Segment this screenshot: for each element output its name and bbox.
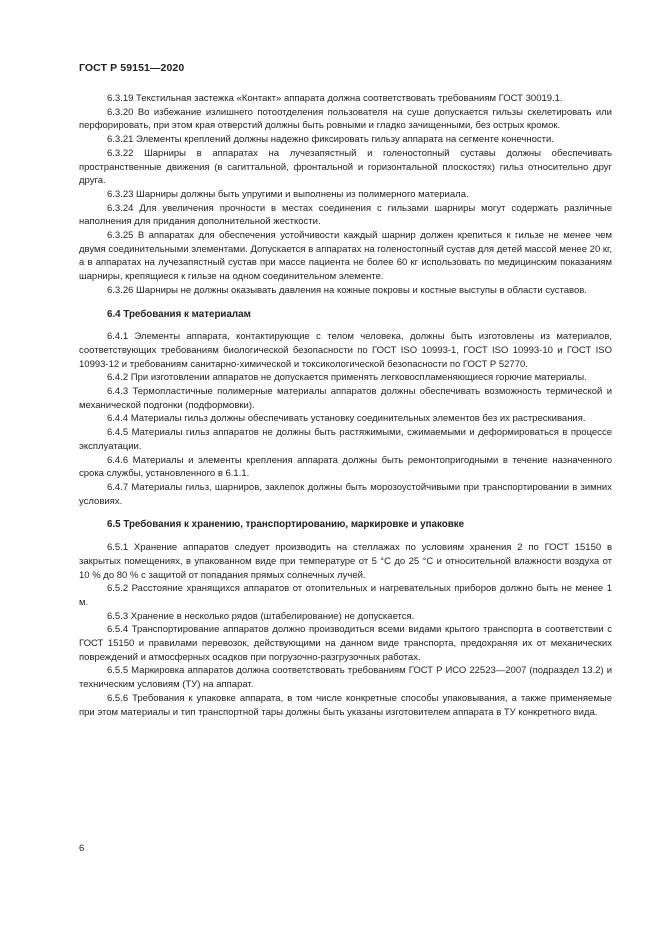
paragraph-6-5-3: 6.5.3 Хранение в несколько рядов (штабелирование) не допускается. (107, 610, 415, 622)
paragraph-6-3-22: 6.3.22 Шарниры в аппаратах на лучезапястный и голеностопный суставы должны обеспечивать пространственные движения (в сагиттальной, фронтальной и горизонтальной плоскостях) гильз относительно друг друга. (79, 147, 612, 187)
page-number: 6 (79, 843, 85, 854)
paragraph-6-4-3: 6.4.3 Термопластичные полимерные материалы аппаратов должны обеспечивать возможность термической и механической подгонки (подформовки). (79, 386, 612, 411)
paragraph-6-3-21: 6.3.21 Элементы креплений должны надежно фиксировать гильзу аппарата на сегменте конечности. (107, 134, 554, 146)
paragraph-6-3-25: 6.3.25 В аппаратах для обеспечения устойчивости каждый шарнир должен крепиться к гильзе не менее чем двумя соединительными элементами. Допускается в аппаратах на голеностопный сустав для детей массой менее 20 кг, а в аппаратах на лучезапястный сустав при массе пациента не более 60 кг использовать по медицинским показаниям шарниры, крепящиеся к гильзе на одном соединительном элементе. (79, 230, 612, 283)
paragraph-6-3-24: 6.3.24 Для увеличения прочности в местах соединения с гильзами шарниры могут содержать различные наполнения для придания дополнительной жесткости. (79, 202, 612, 228)
section-heading-6-5: 6.5 Требования к хранению, транспортированию, маркировке и упаковке (107, 519, 465, 531)
paragraph-6-5-6: 6.5.6 Требования к упаковке аппарата, в том числе конкретные способы упаковывания, а также применяемые при этом материалы и тип транспортной тары должны быть указаны изготовителем аппарата в ТУ конкретного вида. (79, 692, 612, 718)
section-heading-6-4: 6.4 Требования к материалам (107, 308, 251, 320)
paragraph-6-4-4: 6.4.4 Материалы гильз должны обеспечивать установку соединительных элементов без их растрескивания. (107, 413, 586, 425)
paragraph-6-3-20: 6.3.20 Во избежание излишнего потоотделения пользователя на суше допускается гильзы скелетировать или перфорировать, при этом края отверстий должны быть ровными и гладко зачищенными, без острых кромок. (79, 106, 612, 132)
document-body (79, 92, 612, 719)
document-header: ГОСТ Р 59151—2020 (79, 62, 185, 74)
paragraph-6-4-7: 6.4.7 Материалы гильз, шарниров, заклепок должны быть морозоустойчивыми при транспортировании в зимних условиях. (79, 481, 612, 507)
paragraph-6-3-26: 6.3.26 Шарниры не должны оказывать давления на кожные покровы и костные выступы в области суставов. (107, 284, 587, 296)
paragraph-6-3-19: 6.3.19 Текстильная застежка «Контакт» аппарата должна соответствовать требованиям ГОСТ 30019.1. (107, 93, 563, 104)
paragraph-6-5-1: 6.5.1 Хранение аппаратов следует производить на стеллажах по условиям хранения 2 по ГОСТ 15150 в закрытых помещениях, в упакованном виде при температуре от 5 °С до 25 °С и относительной влажности воздуха от 10 % до 80 % с защитой от попадания прямых солнечных лучей. (79, 542, 612, 581)
paragraph-6-4-1: 6.4.1 Элементы аппарата, контактирующие с телом человека, должны быть изготовлены из материалов, соответствующих требованиям биологической безопасности по ГОСТ ISO 10993-1, ГОСТ ISO 10993-10 и ГОСТ ISO 10993-12 и требованиям санитарно-химической и токсикологической безопасности по ГОСТ Р 52770. (79, 331, 612, 370)
paragraph-6-5-2: 6.5.2 Расстояние хранящихся аппаратов от отопительных и нагревательных приборов должно быть не менее 1 м. (79, 583, 612, 608)
paragraph-6-5-5: 6.5.5 Маркировка аппаратов должна соответствовать требованиям ГОСТ Р ИСО 22523—2007 (подраздел 13.2) и техническим условиям (ТУ) на аппарат. (79, 665, 612, 691)
paragraph-6-3-23: 6.3.23 Шарниры должны быть упругими и выполнены из полимерного материала. (107, 188, 469, 200)
paragraph-6-4-2: 6.4.2 При изготовлении аппаратов не допускается применять легковоспламеняющиеся горючие материалы. (107, 372, 587, 384)
paragraph-6-5-4: 6.5.4 Транспортирование аппаратов должно производиться всеми видами крытого транспорта в соответствии с ГОСТ 15150 и правилами перевозок, действующими на данном виде транспорта, предохраняя их от механических повреждений и атмосферных осадков при погрузочно-разгрузочных работах. (79, 624, 612, 663)
paragraph-6-4-6: 6.4.6 Материалы и элементы крепления аппарата должны быть ремонтопригодными в течение назначенного срока службы, установленного в 6.1.1. (79, 454, 612, 480)
paragraph-6-4-5: 6.4.5 Материалы гильз аппаратов не должны быть растяжимыми, сжимаемыми и деформироваться в процессе эксплуатации. (79, 427, 612, 452)
